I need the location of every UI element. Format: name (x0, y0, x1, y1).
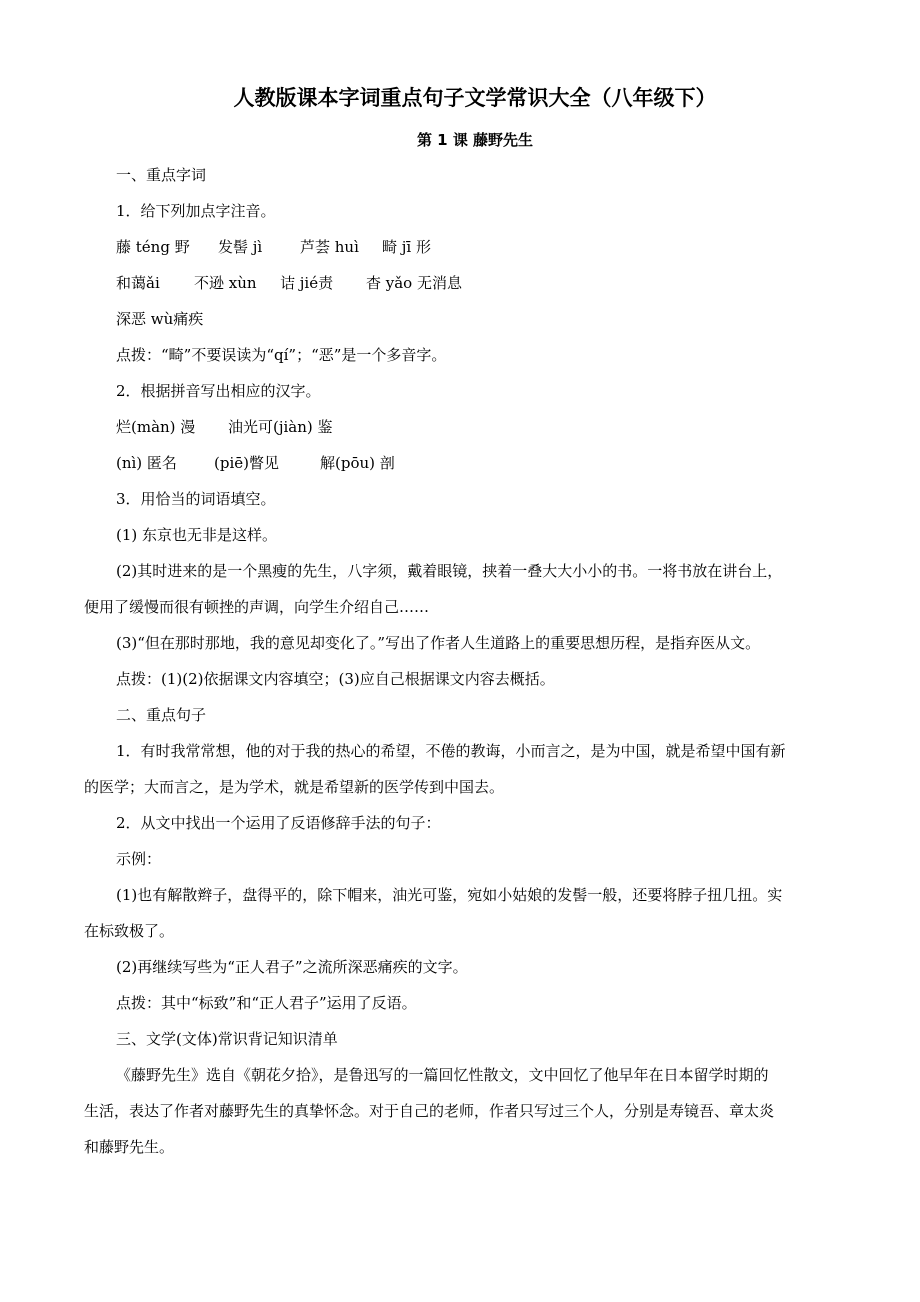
literature-paragraph-line-2: 生活，表达了作者对藤野先生的真挚怀念。对于自己的老师，作者只写过三个人，分别是寿镜吾、章太炎 (84, 1102, 775, 1120)
pinyin-row-3: 深恶 wù痛疾 (116, 310, 204, 328)
sentence-1-line-1: 1．有时我常常想，他的对于我的热心的希望，不倦的教诲，小而言之，是为中国，就是希望中国有新 (116, 742, 786, 760)
hanzi-item: 烂(màn) 漫 (116, 418, 196, 436)
section-2-hint: 点拨：其中“标致”和“正人君子”运用了反语。 (116, 994, 417, 1012)
question-3-item-1: (1) 东京也无非是这样。 (116, 526, 278, 544)
question-3-item-2-line-2: 便用了缓慢而很有顿挫的声调，向学生介绍自己…… (84, 598, 430, 616)
pinyin-item: 畸 jī 形 (382, 238, 431, 256)
hanzi-item: 油光可(jiàn) 鉴 (228, 418, 333, 436)
pinyin-item: 芦荟 huì (300, 238, 359, 256)
question-3-item-2-line-1: (2)其时进来的是一个黑瘦的先生，八字须，戴着眼镜，挟着一叠大大小小的书。一将书放在讲台上， (116, 562, 783, 580)
pinyin-item: 不逊 xùn (194, 274, 257, 292)
hanzi-item: (nì) 匿名 (116, 454, 177, 472)
question-1-prompt: 1．给下列加点字注音。 (116, 202, 276, 220)
pinyin-item: 和蔼ǎi (116, 274, 160, 292)
example-1-line-1: (1)也有解散辫子，盘得平的，除下帽来，油光可鉴，宛如小姑娘的发髻一般，还要将脖子扭几扭。实 (116, 886, 783, 904)
pinyin-item: 诘 jié责 (280, 274, 334, 292)
lesson-title: 第 1 课 藤野先生 (416, 131, 534, 149)
hanzi-item: (piē)瞥见 (214, 454, 279, 472)
hanzi-item: 解(pōu) 剖 (320, 454, 395, 472)
pinyin-row-1 (116, 236, 456, 258)
question-2-prompt: 2．根据拼音写出相应的汉字。 (116, 382, 321, 400)
hanzi-row-2 (116, 452, 416, 474)
section-heading-vocab: 一、重点字词 (116, 166, 207, 184)
literature-paragraph-line-3: 和藤野先生。 (84, 1138, 175, 1156)
example-1-line-2: 在标致极了。 (84, 922, 175, 940)
document-title: 人教版课本字词重点句子文学常识大全（八年级下） (233, 86, 717, 110)
question-1-hint: 点拨：“畸”不要误读为“qí”；“恶”是一个多音字。 (116, 346, 447, 364)
sentence-1-line-2: 的医学；大而言之，是为学术，就是希望新的医学传到中国去。 (84, 778, 505, 796)
literature-paragraph-line-1: 《藤野先生》选自《朝花夕拾》，是鲁迅写的一篇回忆性散文，文中回忆了他早年在日本留学时期的 (116, 1066, 769, 1084)
question-3-prompt: 3．用恰当的词语填空。 (116, 490, 276, 508)
hanzi-row-1 (116, 416, 376, 438)
example-label: 示例： (116, 850, 162, 868)
section-heading-sentences: 二、重点句子 (116, 706, 207, 724)
question-3-hint: 点拨：(1)(2)依据课文内容填空；(3)应自己根据课文内容去概括。 (116, 670, 555, 688)
section-heading-literature: 三、文学(文体)常识背记知识清单 (116, 1030, 338, 1048)
pinyin-item: 藤 téng 野 (116, 238, 190, 256)
question-3-item-3: (3)“但在那时那地，我的意见却变化了。”写出了作者人生道路上的重要思想历程，是指弃医从文。 (116, 634, 761, 652)
pinyin-item: 发髻 jì (218, 238, 263, 256)
pinyin-row-2 (116, 272, 476, 294)
example-2: (2)再继续写些为“正人君子”之流所深恶痛疾的文字。 (116, 958, 468, 976)
sentence-2-prompt: 2．从文中找出一个运用了反语修辞手法的句子： (116, 814, 441, 832)
pinyin-item: 杳 yǎo 无消息 (366, 274, 462, 292)
